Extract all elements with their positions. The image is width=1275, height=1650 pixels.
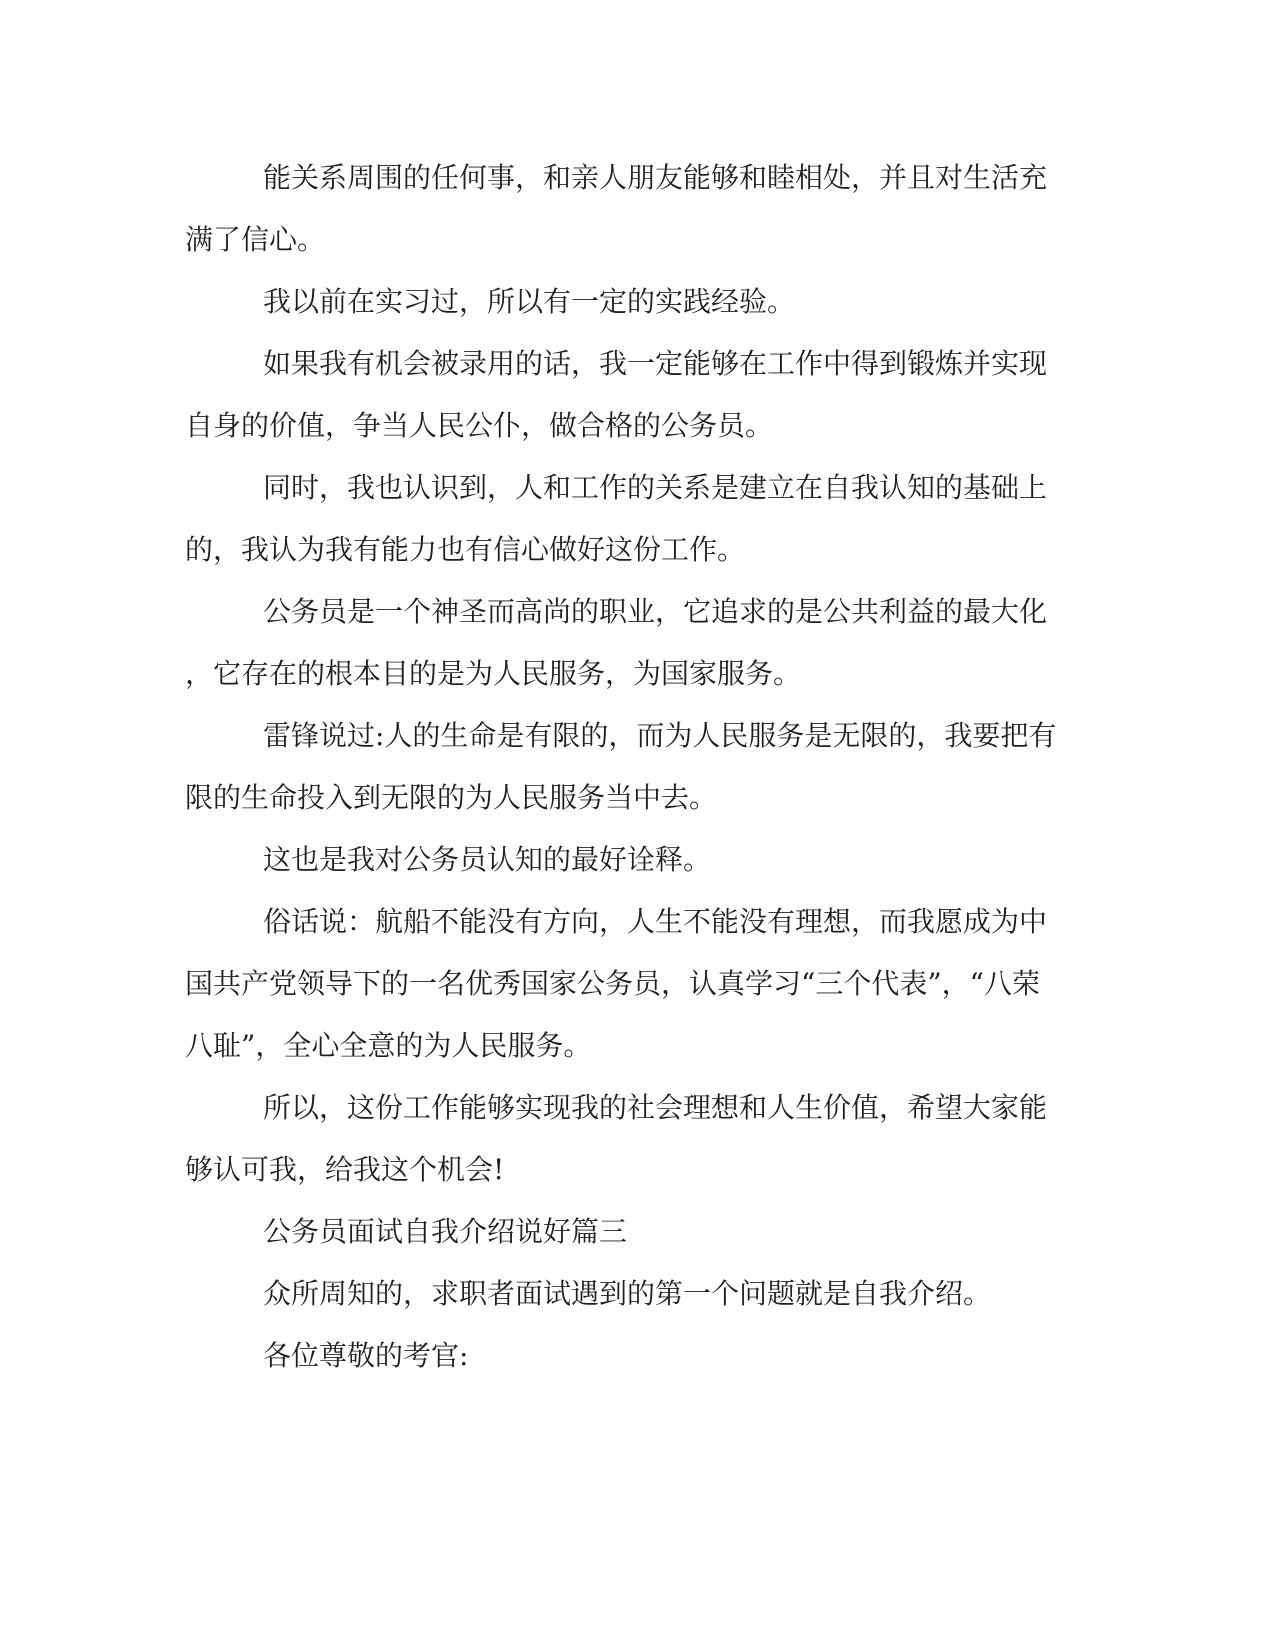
paragraph-7 <box>185 829 1095 891</box>
paragraph-4 <box>185 457 1095 581</box>
text-line: 八耻”，全心全意的为人民服务。 <box>185 1029 592 1062</box>
text-line: 能关系周围的任何事，和亲人朋友能够和睦相处，并且对生活充 <box>263 161 1048 194</box>
text-line: 我以前在实习过，所以有一定的实践经验。 <box>263 285 796 318</box>
text-line: 众所周知的，求职者面试遇到的第一个问题就是自我介绍。 <box>263 1277 992 1310</box>
text-line: 国共产党领导下的一名优秀国家公务员，认真学习“三个代表”，“八荣 <box>185 967 1040 1000</box>
text-line: 公务员是一个神圣而高尚的职业，它追求的是公共利益的最大化 <box>263 595 1048 628</box>
text-line: 公务员面试自我介绍说好篇三 <box>263 1215 628 1248</box>
paragraph-5 <box>185 581 1095 705</box>
paragraph-10 <box>185 1201 1095 1263</box>
text-line: 满了信心。 <box>185 223 326 256</box>
text-line: ，它存在的根本目的是为人民服务，为国家服务。 <box>185 657 802 690</box>
text-line: 各位尊敬的考官: <box>263 1339 469 1372</box>
paragraph-2 <box>185 271 1095 333</box>
text-line: 够认可我，给我这个机会! <box>185 1153 505 1186</box>
text-line: 如果我有机会被录用的话，我一定能够在工作中得到锻炼并实现 <box>263 347 1048 380</box>
paragraph-8 <box>185 891 1095 1077</box>
paragraph-12 <box>185 1325 1095 1387</box>
text-line: 俗话说：航船不能没有方向，人生不能没有理想，而我愿成为中 <box>263 905 1048 938</box>
text-line: 这也是我对公务员认知的最好诠释。 <box>263 843 712 876</box>
text-line: 雷锋说过:人的生命是有限的，而为人民服务是无限的，我要把有 <box>263 719 1057 752</box>
paragraph-11 <box>185 1263 1095 1325</box>
document-text <box>185 147 1095 1387</box>
text-line: 自身的价值，争当人民公仆，做合格的公务员。 <box>185 409 774 442</box>
paragraph-6 <box>185 705 1095 829</box>
paragraph-3 <box>185 333 1095 457</box>
text-line: 所以，这份工作能够实现我的社会理想和人生价值，希望大家能 <box>263 1091 1048 1124</box>
text-line: 同时，我也认识到，人和工作的关系是建立在自我认知的基础上 <box>263 471 1048 504</box>
text-line: 限的生命投入到无限的为人民服务当中去。 <box>185 781 718 814</box>
paragraph-1 <box>185 147 1095 271</box>
paragraph-9 <box>185 1077 1095 1201</box>
text-line: 的，我认为我有能力也有信心做好这份工作。 <box>185 533 746 566</box>
